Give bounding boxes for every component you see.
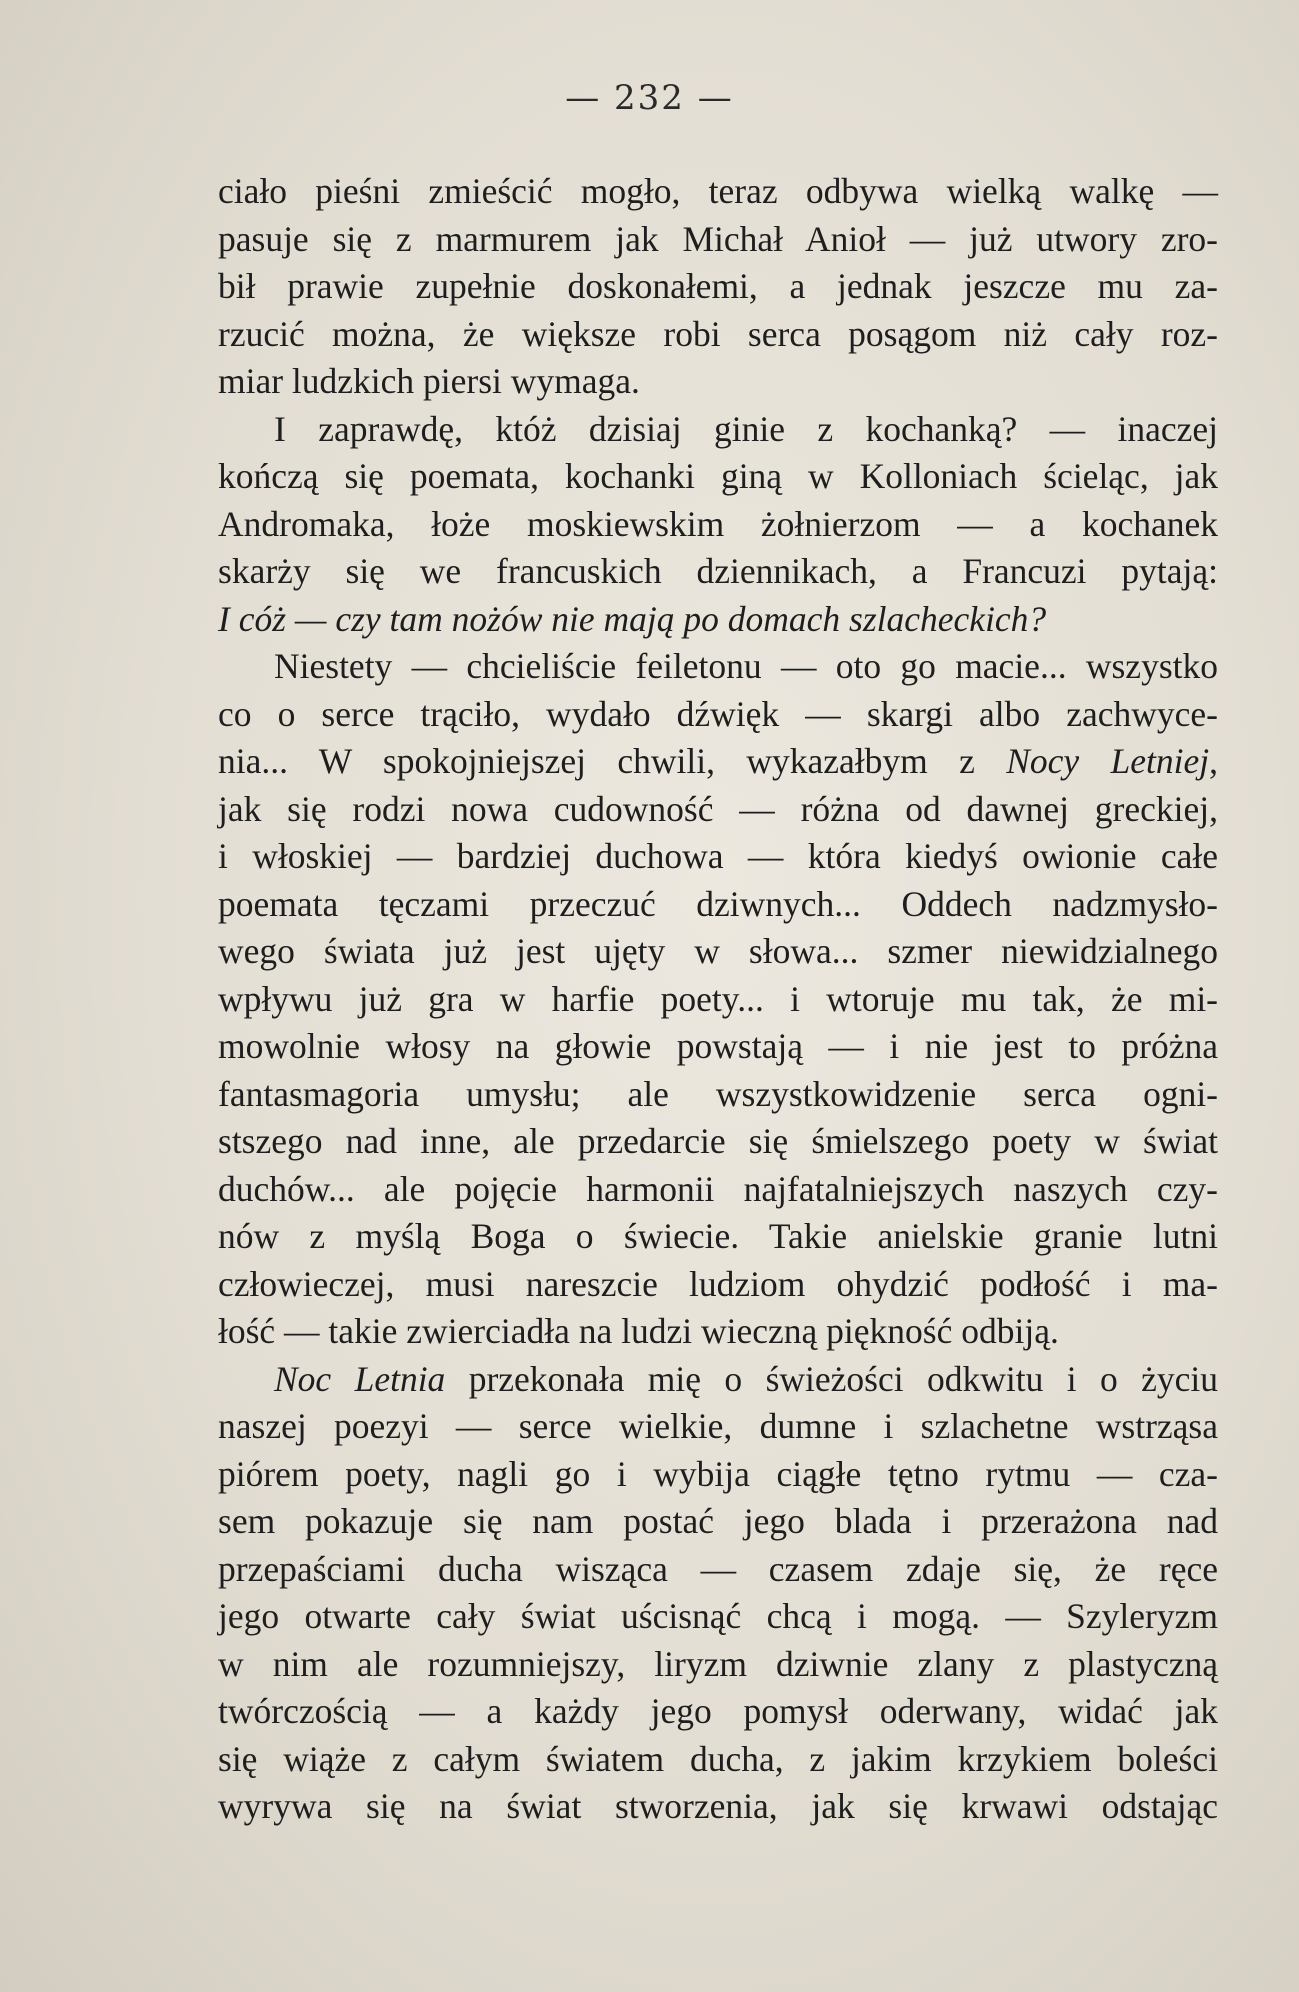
text-line [218, 1403, 1218, 1451]
text-line [218, 691, 1218, 739]
text-line [218, 453, 1218, 501]
line-text: pasuje się z marmurem jak Michał Anioł — już utwory zro- [218, 218, 1218, 259]
line-text: przekonała mię o świeżości odkwitu i o życiu [445, 1358, 1218, 1399]
text-line [218, 1783, 1218, 1831]
text-line [218, 1736, 1218, 1784]
line-text: , [1209, 741, 1218, 781]
line-text: wyrywa się na świat stworzenia, jak się krwawi odstając [218, 1786, 1218, 1826]
line-text: Andromaka, łoże moskiewskim żołnierzom — a kochanek [218, 503, 1218, 544]
text-line [218, 1213, 1218, 1261]
italic-text: Noc Letnia [274, 1358, 446, 1399]
text-line [218, 358, 1218, 406]
text-line [218, 1118, 1218, 1166]
text-line [218, 643, 1218, 691]
text-line [218, 1071, 1218, 1119]
text-line [218, 738, 1218, 786]
text-line [218, 596, 1218, 644]
line-text: mowolnie włosy na głowie powstają — i nie jest to próżna [218, 1026, 1218, 1066]
text-line [218, 1356, 1218, 1404]
line-text: jego otwarte cały świat uścisnąć chcą i mogą. — Szyleryzm [218, 1596, 1218, 1636]
page-number: — 232 — [565, 78, 734, 118]
text-line [218, 311, 1218, 359]
line-text: wego świata już jest ujęty w słowa... szmer niewidzialnego [218, 931, 1218, 971]
text-line [218, 833, 1218, 881]
text-line [218, 501, 1218, 549]
line-text: skarży się we francuskich dziennikach, a Francuzi pytają: [218, 551, 1218, 591]
line-text: rzucić można, że większe robi serca posągom niż cały roz- [218, 313, 1218, 354]
line-text: nów z myślą Boga o świecie. Takie anielskie granie lutni [218, 1216, 1218, 1256]
line-text: wpływu już gra w harfie poety... i wtoruje mu tak, że mi- [218, 978, 1218, 1019]
line-text: poemata tęczami przeczuć dziwnych... Oddech nadzmysło- [218, 883, 1218, 924]
line-text: ciało pieśni zmieścić mogło, teraz odbywa wielką walkę — [218, 171, 1218, 211]
line-text: bił prawie zupełnie doskonałemi, a jednak jeszcze mu za- [218, 266, 1218, 306]
line-text: i włoskiej — bardziej duchowa — która kiedyś owionie całe [218, 836, 1218, 876]
line-text: naszej poezyi — serce wielkie, dumne i szlachetne wstrząsa [218, 1406, 1218, 1446]
line-text: sem pokazuje się nam postać jego blada i przerażona nad [218, 1501, 1218, 1541]
line-text: miar ludzkich piersi wymaga. [218, 361, 640, 401]
text-line [218, 1166, 1218, 1214]
line-text: Niestety — chcieliście feiletonu — oto go macie... wszystko [274, 646, 1218, 686]
text-line [218, 263, 1218, 311]
text-line [218, 1261, 1218, 1309]
line-text: się wiąże z całym światem ducha, z jakim krzykiem boleści [218, 1738, 1218, 1779]
text-line [218, 1688, 1218, 1736]
text-line [218, 168, 1218, 216]
line-text: w nim ale rozumniejszy, liryzm dziwnie zlany z plastyczną [218, 1643, 1218, 1684]
line-text: stszego nad inne, ale przedarcie się śmielszego poety w świat [218, 1121, 1218, 1161]
text-line [218, 928, 1218, 976]
line-text: co o serce trąciło, wydało dźwięk — skargi albo zachwyce- [218, 693, 1218, 734]
text-line [218, 1593, 1218, 1641]
line-text: jak się rodzi nowa cudowność — różna od dawnej greckiej, [218, 788, 1218, 829]
text-line [218, 548, 1218, 596]
line-text: nia... W spokojniejszej chwili, wykazałbym z [218, 741, 1007, 781]
text-line [218, 786, 1218, 834]
body-text [218, 168, 1218, 1831]
line-text: przepaściami ducha wisząca — czasem zdaje się, że ręce [218, 1548, 1218, 1589]
text-line [218, 1641, 1218, 1689]
line-text: twórczością — a każdy jego pomysł oderwany, widać jak [218, 1691, 1218, 1731]
text-line [218, 881, 1218, 929]
text-line [218, 1308, 1218, 1356]
text-line [218, 976, 1218, 1024]
text-line [218, 1451, 1218, 1499]
line-text: fantasmagoria umysłu; ale wszystkowidzenie serca ogni- [218, 1073, 1218, 1114]
italic-text: I cóż — czy tam nożów nie mają po domach szlacheckich? [218, 598, 1047, 639]
text-line [218, 1546, 1218, 1594]
text-line [218, 1498, 1218, 1546]
line-text: I zaprawdę, któż dzisiaj ginie z kochanką? — inaczej [274, 408, 1218, 449]
line-text: piórem poety, nagli go i wybija ciągłe tętno rytmu — cza- [218, 1453, 1218, 1494]
text-line [218, 1023, 1218, 1071]
line-text: człowieczej, musi nareszcie ludziom ohydzić podłość i ma- [218, 1263, 1218, 1304]
italic-text: Nocy Letniej [1006, 741, 1210, 781]
text-line [218, 216, 1218, 264]
text-line [218, 406, 1218, 454]
line-text: kończą się poemata, kochanki giną w Kolloniach ścieląc, jak [218, 456, 1218, 496]
line-text: duchów... ale pojęcie harmonii najfatalniejszych naszych czy- [218, 1168, 1218, 1209]
line-text: łość — takie zwierciadła na ludzi wieczną piękność odbiją. [218, 1311, 1059, 1351]
